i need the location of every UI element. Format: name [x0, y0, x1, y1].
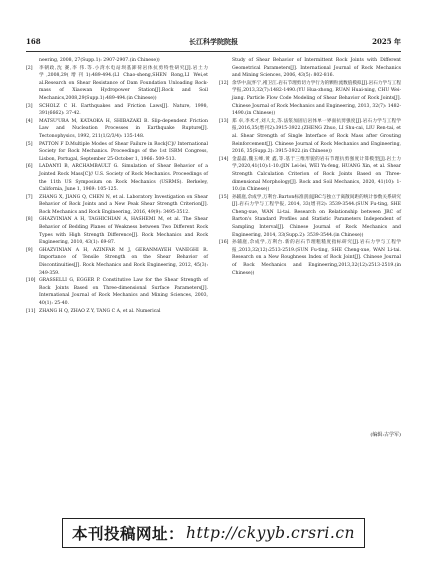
- reference-text: GHAZVINIAN A H, TAGHICHIAN A, HASHEMI M, et al. The Shear Behavior of Bedding Planes of Weakness between Two Different Rock Types with High Strength Difference[J]. Rock Mechanics and Rock Engineering, 2010, 43(1): 69-87.: [39, 217, 208, 246]
- reference-item: [26, 103, 208, 118]
- reference-number: [2]: [26, 65, 33, 71]
- reference-item: [26, 141, 208, 164]
- reference-text: 孙辅庭,佘成学,万利台.新的岩石节理粗糙度指标研究[J].岩石力学与工程学报,2013,32(12):2513-2519.(SUN Fu-ting, SHE Cheng-xue, WAN Li-tai. Research on a New Roughness Index of Rock Joint[J]. Chinese Journal of Rock Mechanics and Engineering,2013,32(12):2513-2519.(in Chinese)): [232, 240, 401, 276]
- reference-text: 余华中,阮怀宁,褚卫江.岩石节理剪切力学行为的颗粒流数值模拟[J].岩石力学与工程学报,2013,32(7):1482-1490.(YU Hua-zhong, RUAN Huai-ning, CHU Wei-jiang. Particle Flow Code Modeling of Shear Behavior of Rock Joints[J]. Chinese Journal of Rock Mechanics and Engineering, 2013, 32(7): 1482-1490.(in Chinese)): [232, 80, 401, 117]
- reference-number: [5]: [26, 141, 33, 147]
- reference-text: 孙辅庭,佘成学,万利台.Barton标准剖面JRC与独立于离散间距的统计参数关系研究[J].岩石力学与工程学报, 2014, 33(增刊2): 3539-3544.(SUN Fu-ting, SHE Cheng-xue, WAN Li-tai. Research on Relationship between JRC of Barton's Standard Profiles and Statistic Parameters Independent of Sampling Interval[J]. Chinese Journal of Rock Mechanics and Engineering, 2014, 33(Supp.2): 3539-3544.(in Chinese)): [232, 194, 401, 238]
- reference-item: [26, 308, 208, 316]
- submission-url[interactable]: http://ckyyb.crsri.cn: [186, 524, 355, 542]
- reference-text: MATSU'URA M, KATAOKA H, SHIBAZAKI B. Slip-dependent Friction Law and Nucleation Processes in Earthquake Rupture[J]. Tectonophysics, 1992, 211(1/2/3/4): 135-148.: [39, 118, 208, 139]
- reference-item: [26, 194, 208, 217]
- reference-item: [26, 57, 208, 65]
- submission-banner: [62, 518, 365, 548]
- reference-item: [26, 163, 208, 193]
- reference-number: [10]: [26, 278, 36, 284]
- reference-number: [8]: [26, 217, 33, 223]
- reference-text: 金磊磊,魏玉峰,黄 鑫,等.基于三维形貌的岩石节理抗剪强度计算模型[J].岩土力学,2020,41(10):1-10.(JIN Lei-lei, WEI Yu-feng, HUANG Xin, et al. Shear Strength Calculation Criterion of Rock Joints Based on Three-dimensional Morphology[J]. Rock and Soil Mechanics, 2020, 41(10): 1-10.(in Chinese)): [232, 156, 401, 193]
- page-number: 168: [26, 37, 41, 46]
- reference-number: [12]: [219, 80, 229, 86]
- editor-note: (编辑:古学军): [370, 432, 401, 438]
- references-left-column: [26, 57, 208, 315]
- journal-name: 长江科学院院报: [189, 37, 238, 46]
- reference-item: [219, 239, 401, 277]
- reference-item: [219, 118, 401, 156]
- reference-number: [7]: [26, 194, 33, 200]
- reference-text: GRASSELLI G, EGGER P. Constitutive Law for the Shear Strength of Rock Joints Based on Three-dimensional Surface Parameters[J]. International Journal of Rock Mechanics and Mining Sciences, 2003, 40(1): 25-40.: [39, 278, 208, 306]
- reference-number: [9]: [26, 247, 33, 253]
- reference-text: GHAZVINIAN A H, AZINFAR M J, GERANMAYEH VANEGHI R. Importance of Tensile Strength on the Shear Behavior of Discontinuities[J]. Rock Mechanics and Rock Engineering, 2012, 45(3): 349-359.: [39, 247, 208, 276]
- reference-text: 郑 卓,李术才,刘人太,等.法浆加固后岩体单一界面抗剪强度[J].岩石力学与工程学报,2016,35(增刊2):3915-3922.(ZHENG Zhuo, LI Shu-cai, LIU Ren-tai, et al. Shear Strength of Single Interface of Rock Mass after Grouting Reinforcement[J]. Chinese Journal of Rock Mechanics and Engineering, 2016, 35(Supp.2): 3915-3922.(in Chinese)): [232, 118, 401, 155]
- reference-item: [219, 156, 401, 194]
- reference-text: SCHOLZ C H. Earthquakes and Friction Laws[J]. Nature, 1998, 391(6662): 37-42.: [39, 103, 208, 117]
- reference-item: [26, 216, 208, 246]
- reference-text: ZHANG H Q, ZHAO Z Y, TANG C A, et al. Numerical: [39, 308, 161, 314]
- reference-number: [4]: [26, 118, 33, 124]
- reference-text: ZHANG X, JIANG Q, CHEN N, et al. Laboratory Investigation on Shear Behavior of Rock Joints and a New Peak Shear Strength Criterion[J]. Rock Mechanics and Rock Engineering, 2016, 49(9): 3495-3512.: [39, 194, 208, 215]
- reference-number: [3]: [26, 103, 33, 109]
- reference-item: [219, 194, 401, 240]
- reference-text: neering, 2008, 27(Supp.1): 2907-2907.(in Chinese)): [39, 58, 160, 63]
- reference-number: [13]: [219, 118, 229, 124]
- reference-number: [11]: [26, 308, 36, 314]
- reference-number: [16]: [219, 240, 229, 246]
- reference-item: [219, 80, 401, 118]
- reference-text: LADANYI B, ARCHAMBAULT G. Simulation of Shear Behavior of a Jointed Rock Mass[C]// U.S. Society of Rock Mechanics. Proceedings of the 11th US Symposium on Rock Mechanics (USRMS). Berkeley, California, June 1, 1969: 105-125.: [39, 164, 208, 193]
- reference-text: 李朝政,沈 赛,李 伟.等.小湾水电站坝基卸荷岩体抗剪特性研究[J].岩土力学,2008,29(增刊1):489-494.(LI Chao-sheng,SHEN Rong,LI Wei,et al.Research on Shear Resistance of Dam Foundation Unloading Rock-mass of Xiaowan Hydropower Station[J].Rock and Soil Mechanics,2008,29(Supp.1):489-494.(in Chinese)): [39, 65, 208, 101]
- reference-number: [14]: [219, 156, 229, 162]
- reference-item: [26, 277, 208, 307]
- reference-text: Study of Shear Behavior of Intermittent Rock Joints with Different Geometrical Parameters[J]. International Journal of Rock Mechanics and Mining Sciences, 2006, 43(5): 802-816.: [232, 58, 401, 79]
- running-header: [26, 36, 401, 48]
- reference-item: [26, 65, 208, 103]
- reference-item: [26, 118, 208, 141]
- header-rule: [26, 51, 401, 52]
- reference-item: [26, 247, 208, 277]
- publication-year: 2025 年: [372, 37, 401, 46]
- reference-number: [6]: [26, 164, 33, 170]
- reference-text: PATTON F D.Multiple Modes of Shear Failure in Rock[C]// International Society for Rock Mechanics. Proceedings of the 1st ISRM Congress, Lisbon, Portugal, September 25-October 1, 1966: 509-513.: [39, 141, 208, 162]
- reference-item: [219, 57, 401, 80]
- reference-number: [15]: [219, 194, 229, 200]
- references-right-column: [219, 57, 401, 277]
- submission-label: 本刊投稿网址：: [72, 524, 185, 543]
